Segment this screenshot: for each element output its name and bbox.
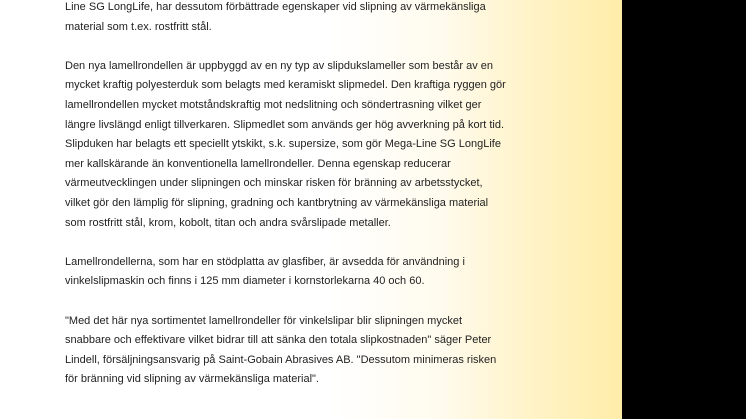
text-line: värmeutvecklingen under slipningen och minskar risken för bränning av arbetsstycket, (65, 177, 483, 190)
paragraph-specs (65, 253, 610, 292)
paragraph-description (65, 57, 610, 233)
text-line: Den nya lamellrondellen är uppbyggd av en ny typ av slipdukslameller som består av en (65, 59, 494, 72)
text-line: "Med det här nya sortimentet lamellrondeller för vinkelslipar blir slipningen mycket (65, 314, 463, 327)
paragraph-quote (65, 312, 610, 390)
text-line: mer kallskärande än konventionella lamellrondeller. Denna egenskap reducerar (65, 157, 451, 170)
text-line: mycket kraftig polyesterduk som belagts med keramiskt slipmedel. Den kraftiga ryggen gör (65, 79, 506, 92)
text-line: som rostfritt stål, krom, kobolt, titan och andra svårslipade metaller. (65, 216, 391, 229)
text-line: vinkelslipmaskin och finns i 125 mm diameter i kornstorlekarna 40 och 60. (65, 275, 425, 288)
text-line: Line SG LongLife, har dessutom förbättrade egenskaper vid slipning av värmekänsliga (65, 1, 486, 13)
text-line: Slipduken har belagts ett speciellt ytskikt, s.k. supersize, som gör Mega-Line SG LongLife (65, 138, 501, 151)
paragraph-intro (65, 0, 610, 37)
text-line: snabbare och effektivare vilket bidrar till att sänka den totala slipkostnaden" säger Peter (65, 334, 492, 347)
text-line: Lamellrondellerna, som har en stödplatta av glasfiber, är avsedda för användning i (65, 255, 465, 268)
text-line: material som t.ex. rostfritt stål. (65, 20, 212, 33)
text-line: för bränning vid slipning av värmekänsliga material". (65, 373, 319, 386)
black-side-panel (622, 0, 746, 419)
text-line: Lindell, försäljningsansvarig på Saint-Gobain Abrasives AB. "Dessutom minimeras risken (65, 353, 497, 366)
article-body (65, 0, 610, 409)
text-line: lamellrondellen mycket motståndskraftig mot nedslitning och söndertrasning vilket ger (65, 98, 482, 111)
text-line: längre livslängd enligt tillverkaren. Slipmedlet som används ger hög avverkning på kort tid. (65, 118, 505, 131)
text-line: vilket gör den lämplig för slipning, gradning och kantbrytning av värmekänsliga material (65, 196, 489, 209)
